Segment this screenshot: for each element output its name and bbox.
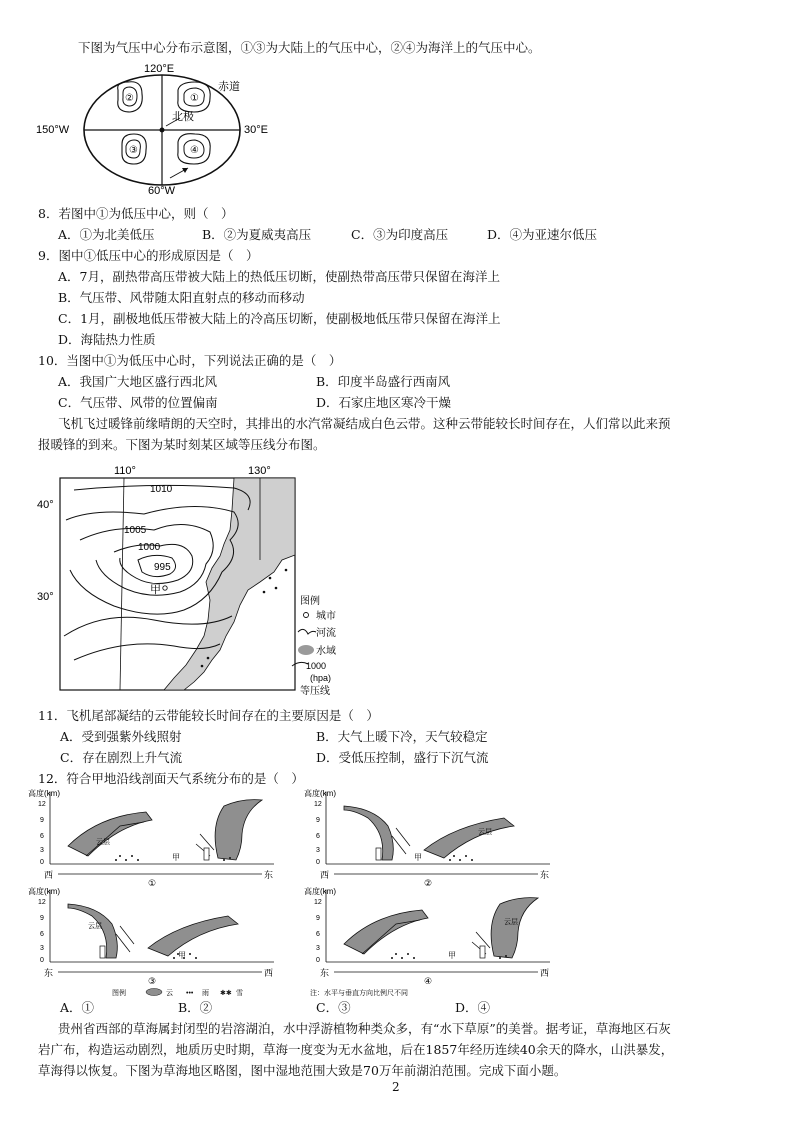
panel1-number: ① xyxy=(148,878,157,888)
panel1-tick-6: 6 xyxy=(40,833,44,840)
q10-option-c: C．气压带、风带的位置偏南 xyxy=(58,395,218,410)
isobar-995-label: 995 xyxy=(154,562,171,573)
legend-water: 水域 xyxy=(316,646,336,657)
intro-text-3-line3: 草海得以恢复。下图为草海地区略图，图中湿地范围大致是70万年前湖泊范围。完成下面小题。 xyxy=(38,1063,567,1078)
profile-legend-snow: 雪 xyxy=(236,990,243,997)
panel1-right-dir: 东 xyxy=(264,870,274,880)
profile-legend-cloud: 云 xyxy=(166,990,173,997)
panel1-jia: 甲 xyxy=(172,853,180,862)
panel3-cloud-label: 云层 xyxy=(88,923,102,930)
panel3-jia: 甲 xyxy=(178,951,186,960)
panel2-jia: 甲 xyxy=(414,853,422,862)
panel1-cloud-label: 云层 xyxy=(96,839,110,846)
panel3-ylabel: 高度(km) xyxy=(28,887,60,896)
q12-option-a: A．① xyxy=(60,1000,95,1015)
q8-option-b: B．②为夏威夷高压 xyxy=(202,227,312,242)
q11-option-a: A．受到强紫外线照射 xyxy=(60,729,182,744)
q8-option-a: A．①为北美低压 xyxy=(58,227,155,242)
q11-option-b: B．大气上暖下冷，天气较稳定 xyxy=(316,729,488,744)
pressure-center-diagram xyxy=(30,60,300,200)
profile-legend xyxy=(112,988,408,997)
center-2-label: ② xyxy=(125,93,134,104)
panel3-tick-3: 3 xyxy=(40,945,44,952)
q9-stem: 9．图中①低压中心的形成原因是（ ） xyxy=(38,248,259,263)
legend-isobar-number: 1000 xyxy=(306,661,327,671)
panel1-left-dir: 西 xyxy=(44,870,54,880)
label-north-pole: 北极 xyxy=(172,111,194,123)
isobar-1000-label: 1000 xyxy=(138,542,161,553)
legend-isobar-unit: (hpa) xyxy=(310,673,332,683)
panel3-tick-6: 6 xyxy=(40,931,44,938)
panel4-ylabel: 高度(km) xyxy=(304,887,336,896)
panel4-jia: 甲 xyxy=(448,951,456,960)
map-legend xyxy=(292,594,336,697)
panel1-tick-9: 9 xyxy=(40,817,44,824)
legend-isobar: 等压线 xyxy=(300,686,330,697)
isobar-1010-label: 1010 xyxy=(150,484,173,495)
page-number: 2 xyxy=(392,1080,400,1094)
panel2-tick-3: 3 xyxy=(316,847,320,854)
panel2-tick-0: 0 xyxy=(316,859,320,866)
label-equator: 赤道 xyxy=(218,81,240,93)
label-150w: 150°W xyxy=(36,124,70,136)
q8-option-c: C．③为印度高压 xyxy=(351,227,449,242)
panel3-left-dir: 东 xyxy=(44,968,54,978)
q11-option-c: C．存在剧烈上升气流 xyxy=(60,750,183,765)
location-jia-label: 甲 xyxy=(150,584,161,596)
center-3-label: ③ xyxy=(129,145,138,156)
center-4-label: ④ xyxy=(190,145,199,156)
panel3-number: ③ xyxy=(148,976,157,986)
svg-text:•••: ••• xyxy=(186,990,194,997)
panel2-cloud-label: 云层 xyxy=(478,829,492,836)
profile-panel-3 xyxy=(28,886,274,986)
isobar-map xyxy=(34,460,394,720)
panel4-tick-9: 9 xyxy=(316,915,320,922)
panel1-tick-0: 0 xyxy=(40,859,44,866)
panel1-ylabel: 高度(km) xyxy=(28,789,60,798)
panel4-number: ④ xyxy=(424,976,433,986)
q9-option-a: A．7月，副热带高压带被大陆上的热低压切断，使副热带高压带只保留在海洋上 xyxy=(58,269,500,284)
q11-stem: 11．飞机尾部凝结的云带能较长时间存在的主要原因是（ ） xyxy=(38,708,379,723)
q8-stem: 8．若图中①为低压中心，则（ ） xyxy=(38,206,234,221)
q9-option-c: C．1月，副极地低压带被大陆上的冷高压切断，使副极地低压带只保留在海洋上 xyxy=(58,311,501,326)
panel2-number: ② xyxy=(424,878,433,888)
q9-option-b: B．气压带、风带随太阳直射点的移动而移动 xyxy=(58,290,305,305)
label-120e: 120°E xyxy=(144,63,175,75)
q11-option-d: D．受低压控制，盛行下沉气流 xyxy=(316,750,489,765)
q12-option-c: C．③ xyxy=(316,1000,351,1015)
profile-panel-2 xyxy=(304,788,550,888)
isobar-1005-label: 1005 xyxy=(124,525,147,536)
q12-option-b: B．② xyxy=(178,1000,213,1015)
profile-panel-4 xyxy=(304,886,550,986)
panel4-right-dir: 西 xyxy=(540,968,550,978)
panel4-tick-6: 6 xyxy=(316,931,320,938)
center-1-label: ① xyxy=(190,93,199,104)
panel4-tick-12: 12 xyxy=(314,899,322,906)
panel2-ylabel: 高度(km) xyxy=(304,789,336,798)
panel3-tick-0: 0 xyxy=(40,957,44,964)
q8-option-d: D．④为亚速尔低压 xyxy=(487,227,598,242)
panel2-tick-12: 12 xyxy=(314,801,322,808)
q10-option-b: B．印度半岛盛行西南风 xyxy=(316,374,451,389)
intro-text-3-line1: 贵州省西部的草海属封闭型的岩溶湖泊，水中浮游植物种类众多，有“水下草原”的美誉。据考证，草海地区石灰 xyxy=(58,1021,671,1036)
q10-option-a: A．我国广大地区盛行西北风 xyxy=(58,374,218,389)
profile-legend-rain: 雨 xyxy=(202,990,209,997)
label-30e: 30°E xyxy=(244,124,268,136)
panel4-cloud-label: 云层 xyxy=(504,919,518,926)
q12-option-d: D．④ xyxy=(455,1000,491,1015)
panel4-tick-0: 0 xyxy=(316,957,320,964)
panel3-tick-12: 12 xyxy=(38,899,46,906)
svg-text:✱✱: ✱✱ xyxy=(220,990,232,997)
q12-stem: 12．符合甲地沿线剖面天气系统分布的是（ ） xyxy=(38,771,304,786)
intro-text-3-line2: 岩广布，构造运动剧烈，地质历史时期，草海一度变为无水盆地，后在1857年经历连续40余天的降水，山洪暴发， xyxy=(38,1042,674,1057)
panel3-right-dir: 西 xyxy=(264,968,274,978)
legend-title: 图例 xyxy=(300,596,320,607)
lon-110-label: 110° xyxy=(114,465,136,477)
legend-river: 河流 xyxy=(316,628,336,639)
panel4-left-dir: 东 xyxy=(320,968,330,978)
profile-legend-title: 图例 xyxy=(112,990,126,997)
q9-option-d: D．海陆热力性质 xyxy=(58,332,156,347)
intro-text-1: 下图为气压中心分布示意图，①③为大陆上的气压中心，②④为海洋上的气压中心。 xyxy=(78,40,541,55)
panel2-tick-9: 9 xyxy=(316,817,320,824)
legend-city: 城市 xyxy=(316,611,336,622)
lat-30-label: 30° xyxy=(37,591,54,603)
panel3-tick-9: 9 xyxy=(40,915,44,922)
intro-text-2-line2: 报暖锋的到来。下图为某时刻某区域等压线分布图。 xyxy=(38,437,326,452)
panel1-tick-3: 3 xyxy=(40,847,44,854)
profile-panel-1 xyxy=(28,788,274,888)
lat-40-label: 40° xyxy=(37,499,54,511)
profile-legend-note: 注：水平与垂直方向比例尺不同 xyxy=(310,990,408,997)
intro-text-2-line1: 飞机飞过暖锋前缘晴朗的天空时，其排出的水汽常凝结成白色云带。这种云带能较长时间存在，人们常以此来预 xyxy=(58,416,671,431)
lon-130-label: 130° xyxy=(248,465,271,477)
q10-stem: 10．当图中①为低压中心时，下列说法正确的是（ ） xyxy=(38,353,342,368)
panel2-left-dir: 西 xyxy=(320,870,330,880)
panel2-tick-6: 6 xyxy=(316,833,320,840)
frontal-profile-diagram xyxy=(28,786,568,998)
panel4-tick-3: 3 xyxy=(316,945,320,952)
label-60w: 60°W xyxy=(148,185,176,197)
panel1-tick-12: 12 xyxy=(38,801,46,808)
panel2-right-dir: 东 xyxy=(540,870,550,880)
q10-option-d: D．石家庄地区寒冷干燥 xyxy=(316,395,452,410)
